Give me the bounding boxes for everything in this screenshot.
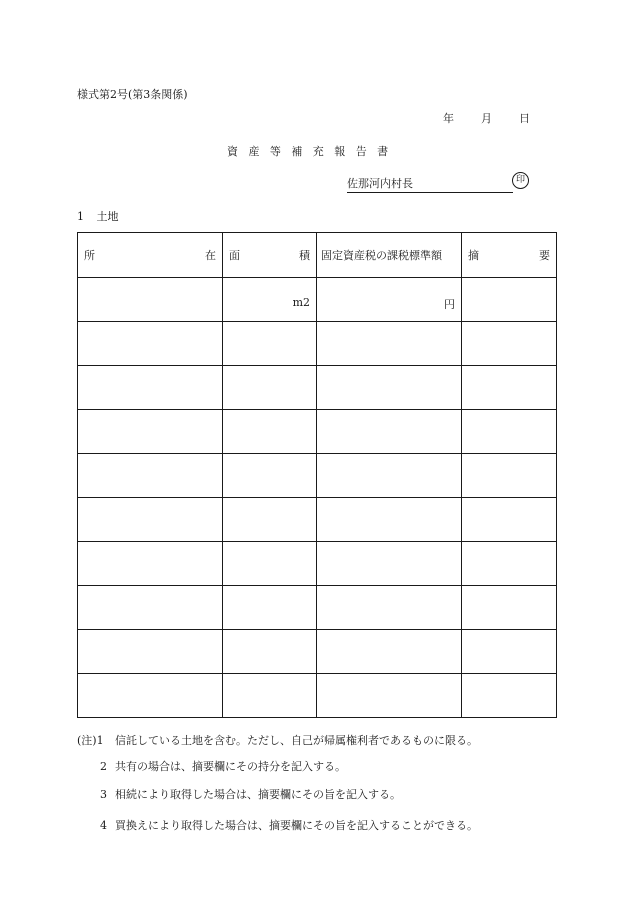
- table-row: [78, 674, 557, 718]
- seal-stamp: 印: [512, 172, 529, 189]
- cell-area[interactable]: [223, 674, 317, 718]
- header-summary-char-2: 要: [539, 249, 550, 262]
- header-location-char-1: 所: [84, 249, 95, 262]
- cell-location[interactable]: [78, 542, 223, 586]
- tax-base-unit: 円: [444, 298, 455, 311]
- note-2-text: 共有の場合は、摘要欄にその持分を記入する。: [115, 760, 346, 773]
- area-unit: m2: [292, 296, 310, 309]
- form-number: 様式第2号(第3条関係): [77, 88, 188, 101]
- header-summary-char-1: 摘: [468, 249, 479, 262]
- header-area-char-2: 積: [299, 249, 310, 262]
- header-area: [223, 233, 317, 278]
- section-label: 土地: [96, 210, 119, 223]
- cell-tax-base[interactable]: [317, 630, 462, 674]
- cell-summary[interactable]: [462, 322, 557, 366]
- cell-summary[interactable]: [462, 454, 557, 498]
- note-4-text: 買換えにより取得した場合は、摘要欄にその旨を記入することができる。: [115, 819, 478, 832]
- section-number: 1: [77, 210, 84, 223]
- cell-summary[interactable]: [462, 586, 557, 630]
- cell-summary[interactable]: [462, 630, 557, 674]
- note-4-prefix: 4: [100, 819, 107, 832]
- header-location: [78, 233, 223, 278]
- header-summary: [462, 233, 557, 278]
- table-row: [78, 366, 557, 410]
- cell-tax-base[interactable]: [317, 410, 462, 454]
- cell-tax-base[interactable]: [317, 322, 462, 366]
- cell-area[interactable]: [223, 498, 317, 542]
- cell-summary[interactable]: [462, 278, 557, 322]
- cell-location[interactable]: [78, 586, 223, 630]
- note-1: [77, 732, 478, 748]
- note-3-text: 相続により取得した場合は、摘要欄にその旨を記入する。: [115, 788, 401, 801]
- date-day-label: 日: [519, 112, 530, 125]
- table-header-row: [78, 233, 557, 278]
- note-3-prefix: 3: [100, 788, 107, 801]
- table-row: [78, 410, 557, 454]
- table-row: [78, 278, 557, 322]
- cell-area[interactable]: [223, 366, 317, 410]
- cell-area[interactable]: [223, 278, 317, 322]
- table-row: [78, 322, 557, 366]
- note-4: [100, 817, 478, 833]
- cell-area[interactable]: [223, 454, 317, 498]
- date-year-label: 年: [443, 112, 454, 125]
- table-row: [78, 542, 557, 586]
- cell-location[interactable]: [78, 630, 223, 674]
- cell-summary[interactable]: [462, 366, 557, 410]
- note-3: [100, 786, 401, 802]
- cell-location[interactable]: [78, 366, 223, 410]
- cell-area[interactable]: [223, 322, 317, 366]
- note-2-prefix: 2: [100, 760, 107, 773]
- cell-location[interactable]: [78, 498, 223, 542]
- land-table: [77, 232, 557, 718]
- header-tax-base-label: 固定資産税の課税標準額: [321, 249, 442, 262]
- recipient: 佐那河内村長: [347, 175, 513, 193]
- table-row: [78, 586, 557, 630]
- cell-tax-base[interactable]: [317, 586, 462, 630]
- cell-tax-base[interactable]: [317, 454, 462, 498]
- section-heading: [77, 208, 119, 224]
- header-area-char-1: 面: [229, 249, 240, 262]
- note-1-text: 信託している土地を含む。ただし、自己が帰属権利者であるものに限る。: [115, 734, 478, 747]
- cell-location[interactable]: [78, 322, 223, 366]
- cell-location[interactable]: [78, 454, 223, 498]
- cell-summary[interactable]: [462, 498, 557, 542]
- note-1-prefix: (注)1: [77, 734, 104, 747]
- cell-location[interactable]: [78, 410, 223, 454]
- cell-summary[interactable]: [462, 410, 557, 454]
- cell-location[interactable]: [78, 278, 223, 322]
- table-row: [78, 498, 557, 542]
- cell-summary[interactable]: [462, 674, 557, 718]
- document-title: 資産等補充報告書: [227, 145, 399, 158]
- cell-area[interactable]: [223, 586, 317, 630]
- date-line: [443, 110, 530, 126]
- cell-area[interactable]: [223, 630, 317, 674]
- cell-tax-base[interactable]: [317, 542, 462, 586]
- header-location-char-2: 在: [205, 249, 216, 262]
- note-2: [100, 758, 346, 774]
- cell-tax-base[interactable]: [317, 278, 462, 322]
- header-tax-base: [317, 233, 462, 278]
- cell-summary[interactable]: [462, 542, 557, 586]
- date-month-label: 月: [481, 112, 492, 125]
- cell-tax-base[interactable]: [317, 674, 462, 718]
- cell-location[interactable]: [78, 674, 223, 718]
- table-row: [78, 630, 557, 674]
- cell-area[interactable]: [223, 542, 317, 586]
- table-row: [78, 454, 557, 498]
- cell-tax-base[interactable]: [317, 498, 462, 542]
- cell-tax-base[interactable]: [317, 366, 462, 410]
- cell-area[interactable]: [223, 410, 317, 454]
